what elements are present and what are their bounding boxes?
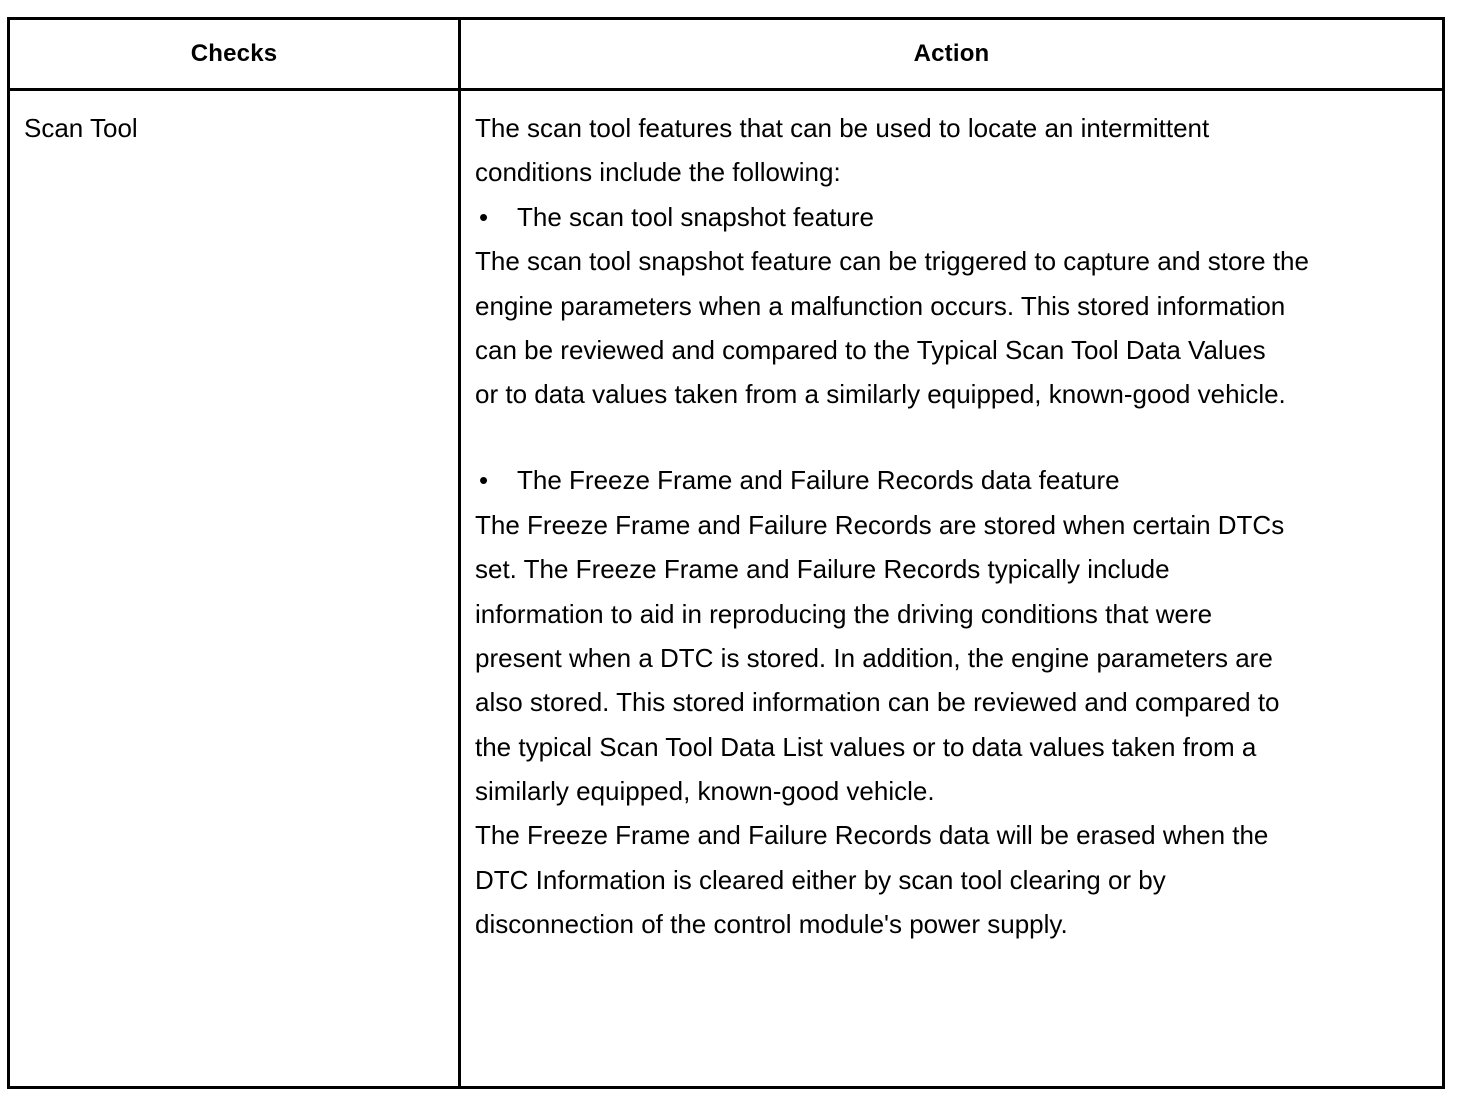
- header-checks: Checks: [190, 40, 278, 67]
- bullet-title: The scan tool snapshot feature: [517, 201, 875, 232]
- column-divider: [458, 20, 461, 1086]
- paragraph-line: The Freeze Frame and Failure Records are stored when certain DTCs: [475, 509, 1285, 540]
- check-cell: Scan Tool: [24, 113, 138, 143]
- bullet-icon: •: [479, 201, 489, 232]
- checks-action-table: [7, 17, 1445, 1089]
- paragraph-line: set. The Freeze Frame and Failure Records typically include: [475, 554, 1170, 585]
- bullet-item-freeze-frame: [475, 458, 1385, 502]
- paragraph-line: engine parameters when a malfunction occurs. This stored information: [475, 290, 1286, 321]
- bullet-item-snapshot: [475, 195, 1385, 239]
- paragraph-line: information to aid in reproducing the driving conditions that were: [475, 598, 1213, 629]
- paragraph-line: can be reviewed and compared to the Typical Scan Tool Data Values: [475, 334, 1266, 365]
- bullet-title: The Freeze Frame and Failure Records data feature: [517, 465, 1120, 496]
- bullet-icon: •: [479, 465, 489, 496]
- paragraph-line: The scan tool snapshot feature can be triggered to capture and store the: [475, 246, 1309, 277]
- paragraph-line: The Freeze Frame and Failure Records data will be erased when the: [475, 820, 1269, 851]
- paragraph-line: disconnection of the control module's power supply.: [475, 909, 1068, 940]
- header-divider: [10, 88, 1442, 91]
- intro-line: conditions include the following:: [475, 157, 841, 188]
- intro-line: The scan tool features that can be used to locate an intermittent: [475, 113, 1210, 143]
- paragraph-line: or to data values taken from a similarly equipped, known-good vehicle.: [475, 379, 1286, 410]
- paragraph-line: the typical Scan Tool Data List values or to data values taken from a: [475, 731, 1257, 762]
- paragraph-line: similarly equipped, known-good vehicle.: [475, 776, 935, 807]
- paragraph-line: also stored. This stored information can be reviewed and compared to: [475, 687, 1280, 718]
- action-cell: [475, 106, 1385, 947]
- paragraph-line: DTC Information is cleared either by scan tool clearing or by: [475, 864, 1166, 895]
- paragraph-line: present when a DTC is stored. In addition, the engine parameters are: [475, 642, 1273, 673]
- header-action: Action: [913, 40, 990, 67]
- paragraph-spacer: [475, 417, 1385, 459]
